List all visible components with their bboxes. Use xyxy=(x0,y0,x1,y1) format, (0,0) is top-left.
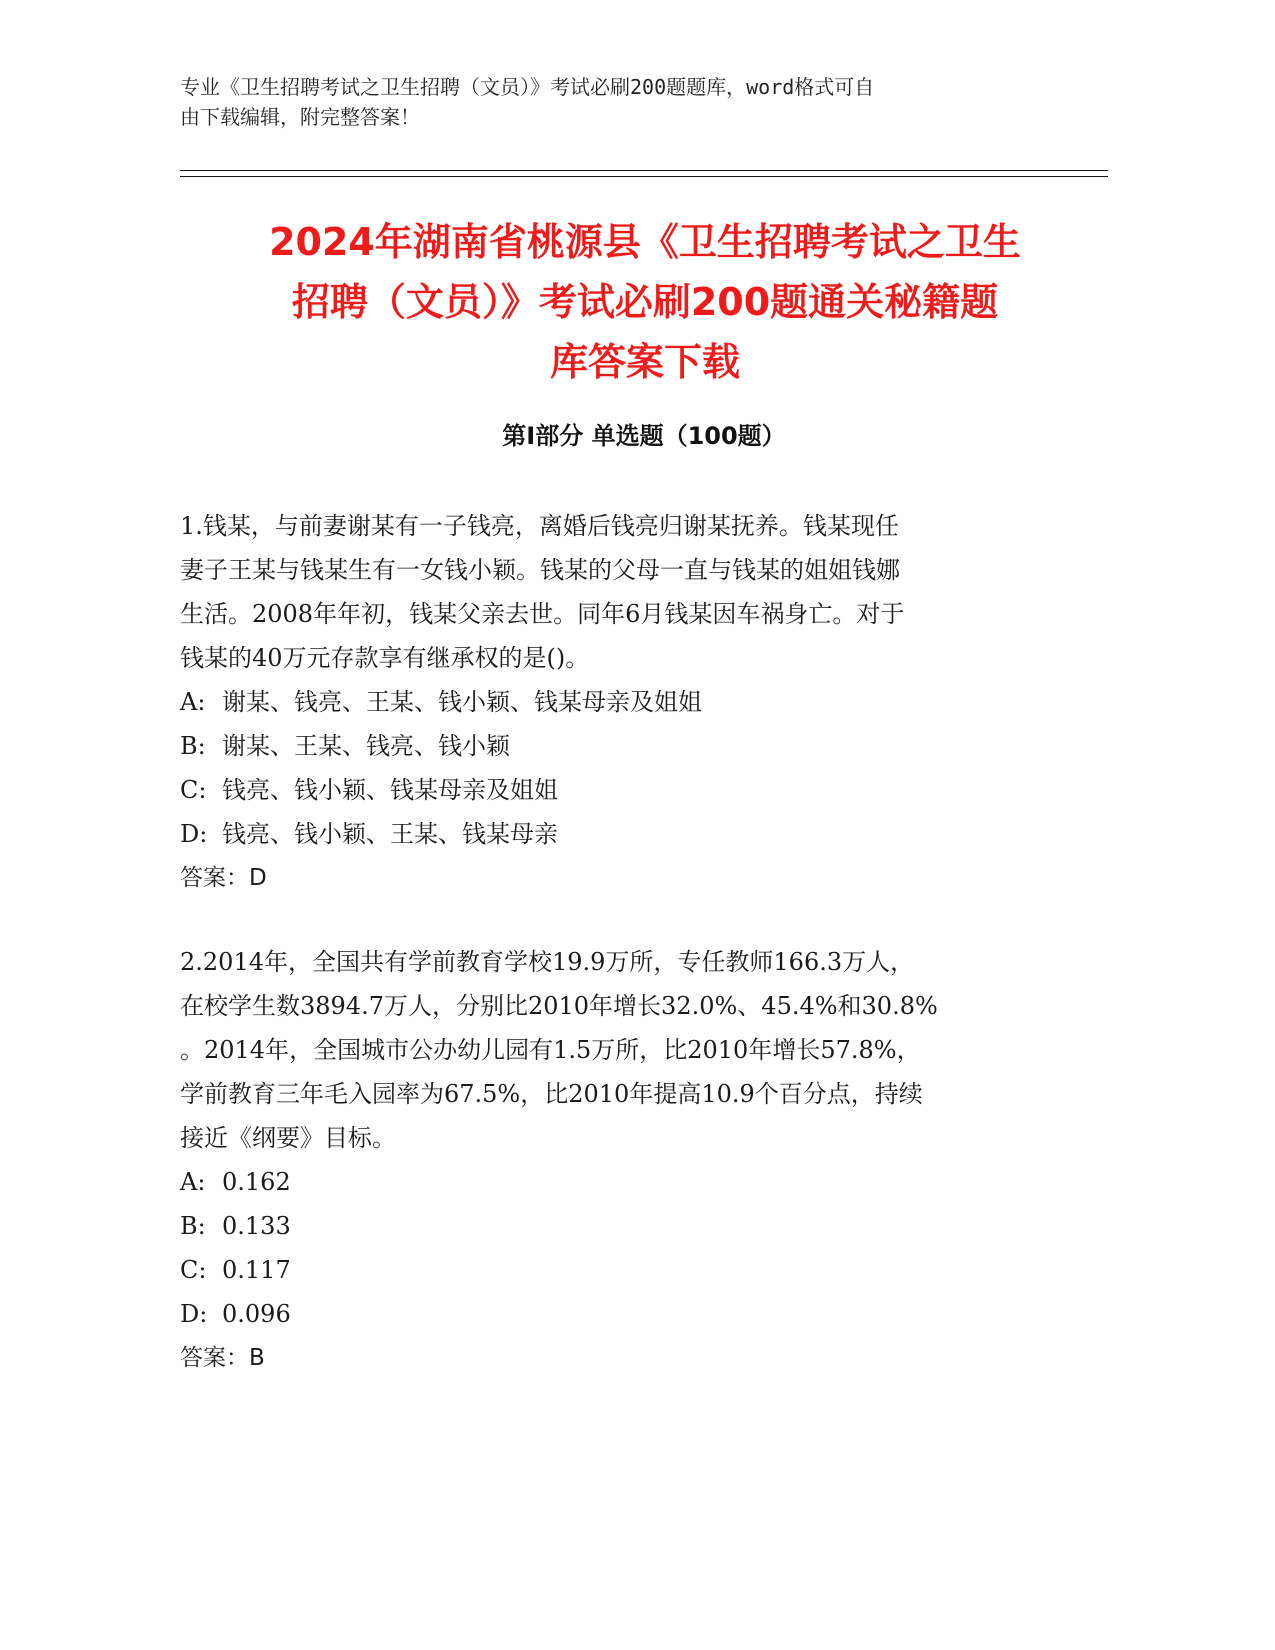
option-letter: D: xyxy=(180,820,208,848)
stem-line: 钱某的40万元存款享有继承权的是()。 xyxy=(180,644,590,672)
header-divider-top xyxy=(180,170,1108,171)
stem-line: 。2014年，全国城市公办幼儿园有1.5万所，比2010年增长57.8%， xyxy=(180,1036,921,1064)
stem-line: 妻子王某与钱某生有一女钱小颖。钱某的父母一直与钱某的姐姐钱娜 xyxy=(180,556,900,584)
stem-line: 生活。2008年年初，钱某父亲去世。同年6月钱某因车祸身亡。对于 xyxy=(180,600,905,628)
header-note-line-1: 专业《卫生招聘考试之卫生招聘（文员）》考试必刷200题题库，word格式可自 xyxy=(180,75,875,99)
option-text: 0.162 xyxy=(222,1168,291,1196)
option-text: 0.096 xyxy=(222,1300,291,1328)
option-text: 谢某、王某、钱亮、钱小颖 xyxy=(222,732,510,760)
document-title xyxy=(150,212,1140,392)
answer-label: 答案：B xyxy=(180,1345,265,1371)
option-c xyxy=(180,768,1040,812)
option-c xyxy=(180,1248,1040,1292)
stem-line: 1.钱某，与前妻谢某有一子钱亮，离婚后钱亮归谢某抚养。钱某现任 xyxy=(180,512,899,540)
option-letter: C: xyxy=(180,1256,207,1284)
question-2 xyxy=(180,940,1040,1380)
stem-line: 在校学生数3894.7万人，分别比2010年增长32.0%、45.4%和30.8% xyxy=(180,992,938,1020)
header-note-line-2: 由下载编辑，附完整答案！ xyxy=(180,105,420,129)
header-divider-bottom xyxy=(180,176,1108,177)
stem-line: 2.2014年，全国共有学前教育学校19.9万所，专任教师166.3万人， xyxy=(180,948,915,976)
title-line-2: 招聘（文员）》考试必刷200题通关秘籍题 xyxy=(291,280,999,324)
title-line-1: 2024年湖南省桃源县《卫生招聘考试之卫生 xyxy=(269,220,1021,264)
option-b xyxy=(180,724,1040,768)
option-b xyxy=(180,1204,1040,1248)
option-letter: B: xyxy=(180,1212,206,1240)
option-text: 钱亮、钱小颖、王某、钱某母亲 xyxy=(222,820,558,848)
option-a xyxy=(180,680,1040,724)
question-stem xyxy=(180,504,1040,680)
question-stem xyxy=(180,940,1040,1160)
answer-label: 答案：D xyxy=(180,865,267,891)
option-text: 0.133 xyxy=(222,1212,291,1240)
option-text: 0.117 xyxy=(222,1256,291,1284)
option-letter: C: xyxy=(180,776,207,804)
option-letter: A: xyxy=(180,1168,206,1196)
header-note xyxy=(180,72,1060,132)
option-letter: B: xyxy=(180,732,206,760)
stem-line: 接近《纲要》目标。 xyxy=(180,1124,396,1152)
title-line-3: 库答案下载 xyxy=(549,340,740,384)
option-text: 钱亮、钱小颖、钱某母亲及姐姐 xyxy=(222,776,558,804)
option-d xyxy=(180,812,1040,856)
section-heading: 第I部分 单选题（100题） xyxy=(502,422,786,450)
option-d xyxy=(180,1292,1040,1336)
question-1 xyxy=(180,504,1040,900)
option-text: 谢某、钱亮、王某、钱小颖、钱某母亲及姐姐 xyxy=(222,688,702,716)
option-letter: A: xyxy=(180,688,206,716)
stem-line: 学前教育三年毛入园率为67.5%，比2010年提高10.9个百分点，持续 xyxy=(180,1080,923,1108)
option-a xyxy=(180,1160,1040,1204)
option-letter: D: xyxy=(180,1300,208,1328)
